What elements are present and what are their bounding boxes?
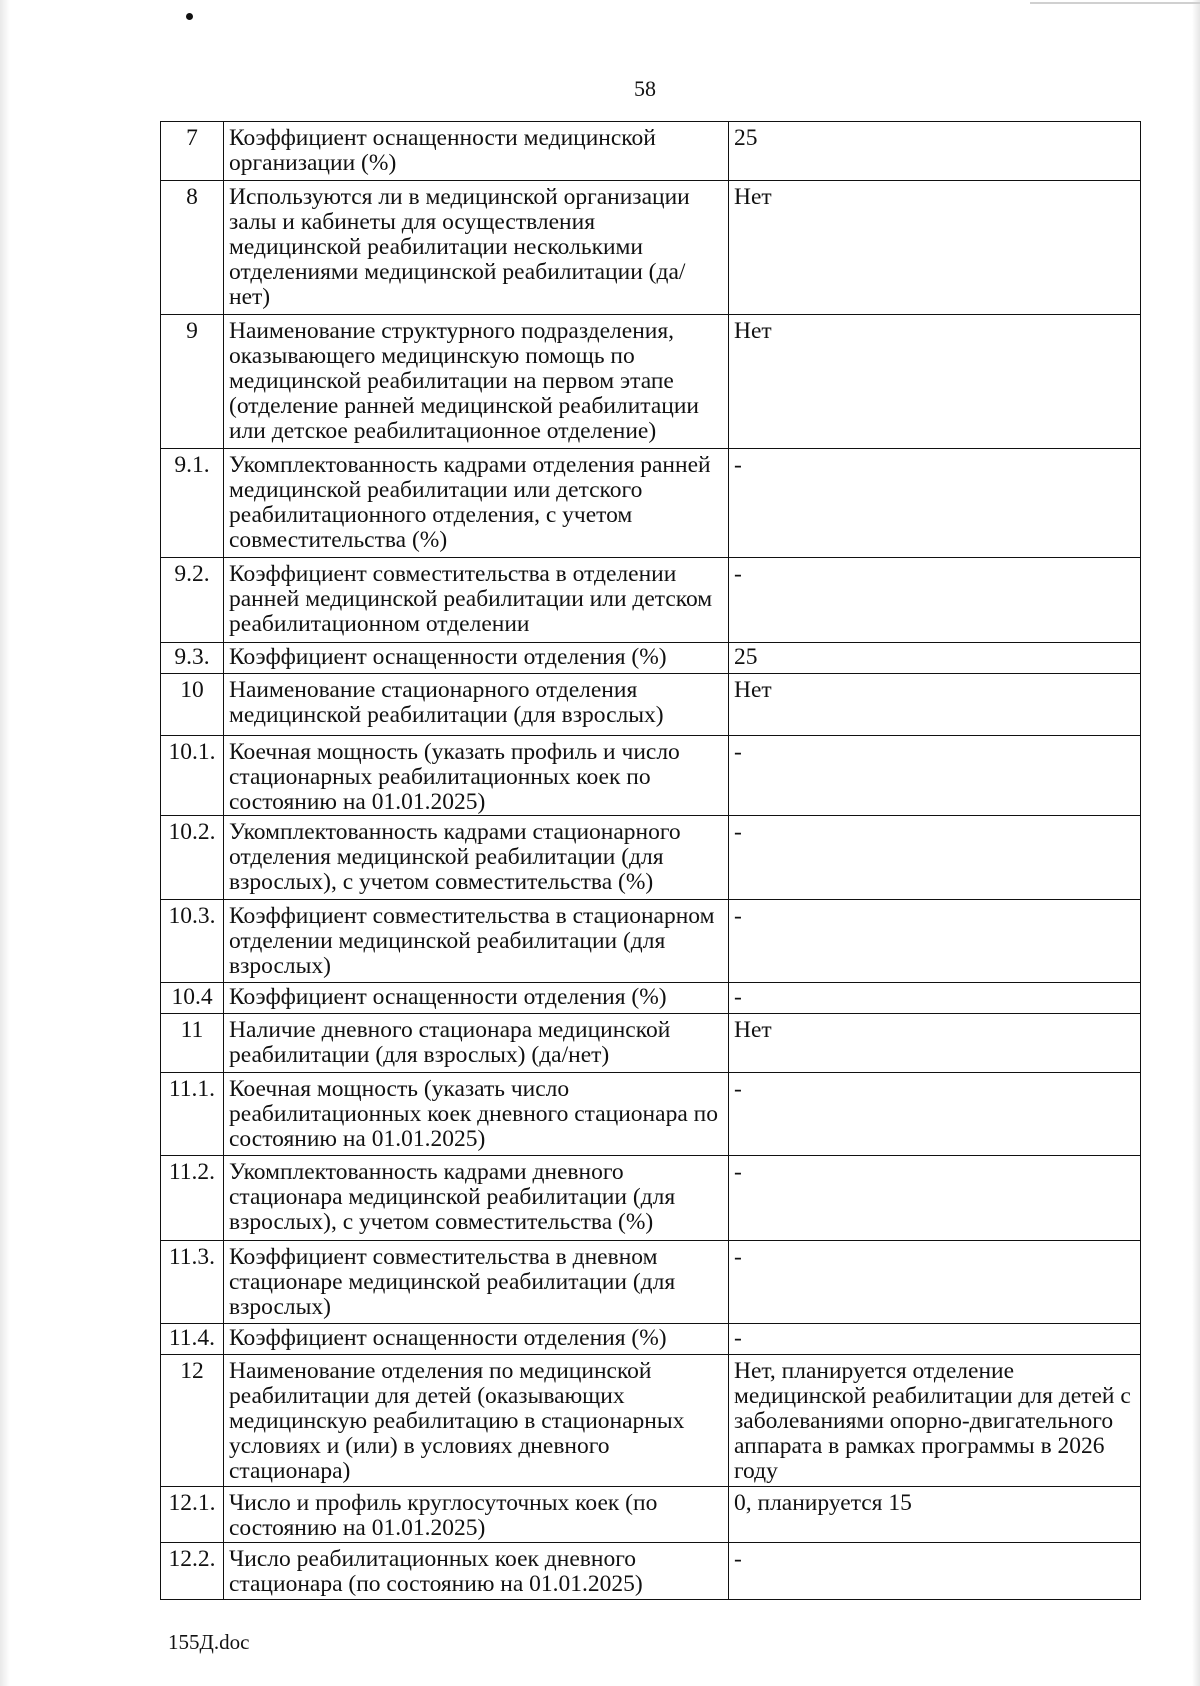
row-number: 9.2.	[161, 558, 224, 643]
row-number: 11	[161, 1014, 224, 1073]
scan-edge-left	[0, 0, 10, 1686]
row-value: -	[729, 1241, 1141, 1324]
table-row	[161, 674, 1141, 736]
document-filename: 155Д.doc	[168, 1630, 250, 1654]
row-name: Число реабилитационных коек дневного стационара (по состоянию на 01.01.2025)	[224, 1543, 729, 1600]
row-name: Коечная мощность (указать число реабилитационных коек дневного стационара по состоянию на 01.01.2025)	[224, 1073, 729, 1156]
row-name: Коэффициент оснащенности отделения (%)	[224, 983, 729, 1014]
row-number: 11.2.	[161, 1156, 224, 1241]
table-row	[161, 900, 1141, 983]
table-row	[161, 1241, 1141, 1324]
scan-top-line	[1030, 2, 1200, 4]
table-row	[161, 816, 1141, 900]
indicators-table	[160, 121, 1141, 1600]
row-name: Наименование отделения по медицинской реабилитации для детей (оказывающих медицинскую реабилитацию в стационарных условиях и (или) в условиях дневного стационара)	[224, 1355, 729, 1487]
row-number: 12.1.	[161, 1487, 224, 1543]
row-number: 9.1.	[161, 449, 224, 558]
row-name: Коэффициент оснащенности медицинской организации (%)	[224, 122, 729, 181]
row-value: -	[729, 983, 1141, 1014]
row-value: -	[729, 816, 1141, 900]
table-row	[161, 558, 1141, 643]
row-name: Коэффициент совместительства в стационарном отделении медицинской реабилитации (для взрослых)	[224, 900, 729, 983]
table-row	[161, 1156, 1141, 1241]
table-row	[161, 1543, 1141, 1600]
row-value: Нет	[729, 181, 1141, 315]
row-name: Коэффициент оснащенности отделения (%)	[224, 1324, 729, 1355]
row-value: -	[729, 1324, 1141, 1355]
row-name: Наименование структурного подразделения, оказывающего медицинскую помощь по медицинской реабилитации на первом этапе (отделение ранней медицинской реабилитации или детское реабилитационное отделение)	[224, 315, 729, 449]
row-value: -	[729, 900, 1141, 983]
row-number: 7	[161, 122, 224, 181]
row-name: Коэффициент совместительства в дневном стационаре медицинской реабилитации (для взрослых)	[224, 1241, 729, 1324]
row-value: 25	[729, 122, 1141, 181]
row-value: -	[729, 736, 1141, 816]
scan-edge-right	[1192, 0, 1200, 1686]
row-name: Наименование стационарного отделения медицинской реабилитации (для взрослых)	[224, 674, 729, 736]
row-name: Коечная мощность (указать профиль и число стационарных реабилитационных коек по состоянию на 01.01.2025)	[224, 736, 729, 816]
row-number: 8	[161, 181, 224, 315]
row-value: Нет	[729, 1014, 1141, 1073]
row-number: 11.3.	[161, 1241, 224, 1324]
table-row	[161, 1014, 1141, 1073]
row-name: Укомплектованность кадрами дневного стационара медицинской реабилитации (для взрослых), с учетом совместительства (%)	[224, 1156, 729, 1241]
row-value: 0, планируется 15	[729, 1487, 1141, 1543]
row-name: Наличие дневного стационара медицинской реабилитации (для взрослых) (да/нет)	[224, 1014, 729, 1073]
row-name: Число и профиль круглосуточных коек (по состоянию на 01.01.2025)	[224, 1487, 729, 1543]
row-number: 10	[161, 674, 224, 736]
table-row	[161, 643, 1141, 674]
table-row	[161, 122, 1141, 181]
row-name: Коэффициент оснащенности отделения (%)	[224, 643, 729, 674]
table-row	[161, 1355, 1141, 1487]
table-row	[161, 1324, 1141, 1355]
row-number: 10.1.	[161, 736, 224, 816]
row-name: Укомплектованность кадрами отделения ранней медицинской реабилитации или детского реабилитационного отделения, с учетом совместительства (%)	[224, 449, 729, 558]
row-number: 9	[161, 315, 224, 449]
table-row	[161, 1487, 1141, 1543]
table-row	[161, 315, 1141, 449]
row-number: 11.4.	[161, 1324, 224, 1355]
row-value: -	[729, 558, 1141, 643]
row-value: Нет	[729, 315, 1141, 449]
table-row	[161, 181, 1141, 315]
row-value: -	[729, 1073, 1141, 1156]
row-name: Используются ли в медицинской организации залы и кабинеты для осуществления медицинской реабилитации несколькими отделениями медицинской реабилитации (да/нет)	[224, 181, 729, 315]
table-row	[161, 983, 1141, 1014]
row-value: -	[729, 1156, 1141, 1241]
row-value: -	[729, 1543, 1141, 1600]
page-number: 58	[634, 76, 656, 101]
row-name: Укомплектованность кадрами стационарного отделения медицинской реабилитации (для взрослых), с учетом совместительства (%)	[224, 816, 729, 900]
table-row	[161, 449, 1141, 558]
row-number: 10.3.	[161, 900, 224, 983]
row-value: -	[729, 449, 1141, 558]
row-value: Нет	[729, 674, 1141, 736]
row-number: 9.3.	[161, 643, 224, 674]
row-number: 12	[161, 1355, 224, 1487]
row-number: 10.2.	[161, 816, 224, 900]
table-row	[161, 736, 1141, 816]
row-number: 10.4	[161, 983, 224, 1014]
table-row	[161, 1073, 1141, 1156]
row-name: Коэффициент совместительства в отделении ранней медицинской реабилитации или детском реабилитационном отделении	[224, 558, 729, 643]
row-value: Нет, планируется отделение медицинской реабилитации для детей с заболеваниями опорно-двигательного аппарата в рамках программы в 2026 году	[729, 1355, 1141, 1487]
row-value: 25	[729, 643, 1141, 674]
row-number: 12.2.	[161, 1543, 224, 1600]
row-number: 11.1.	[161, 1073, 224, 1156]
bullet-dot	[186, 13, 193, 20]
